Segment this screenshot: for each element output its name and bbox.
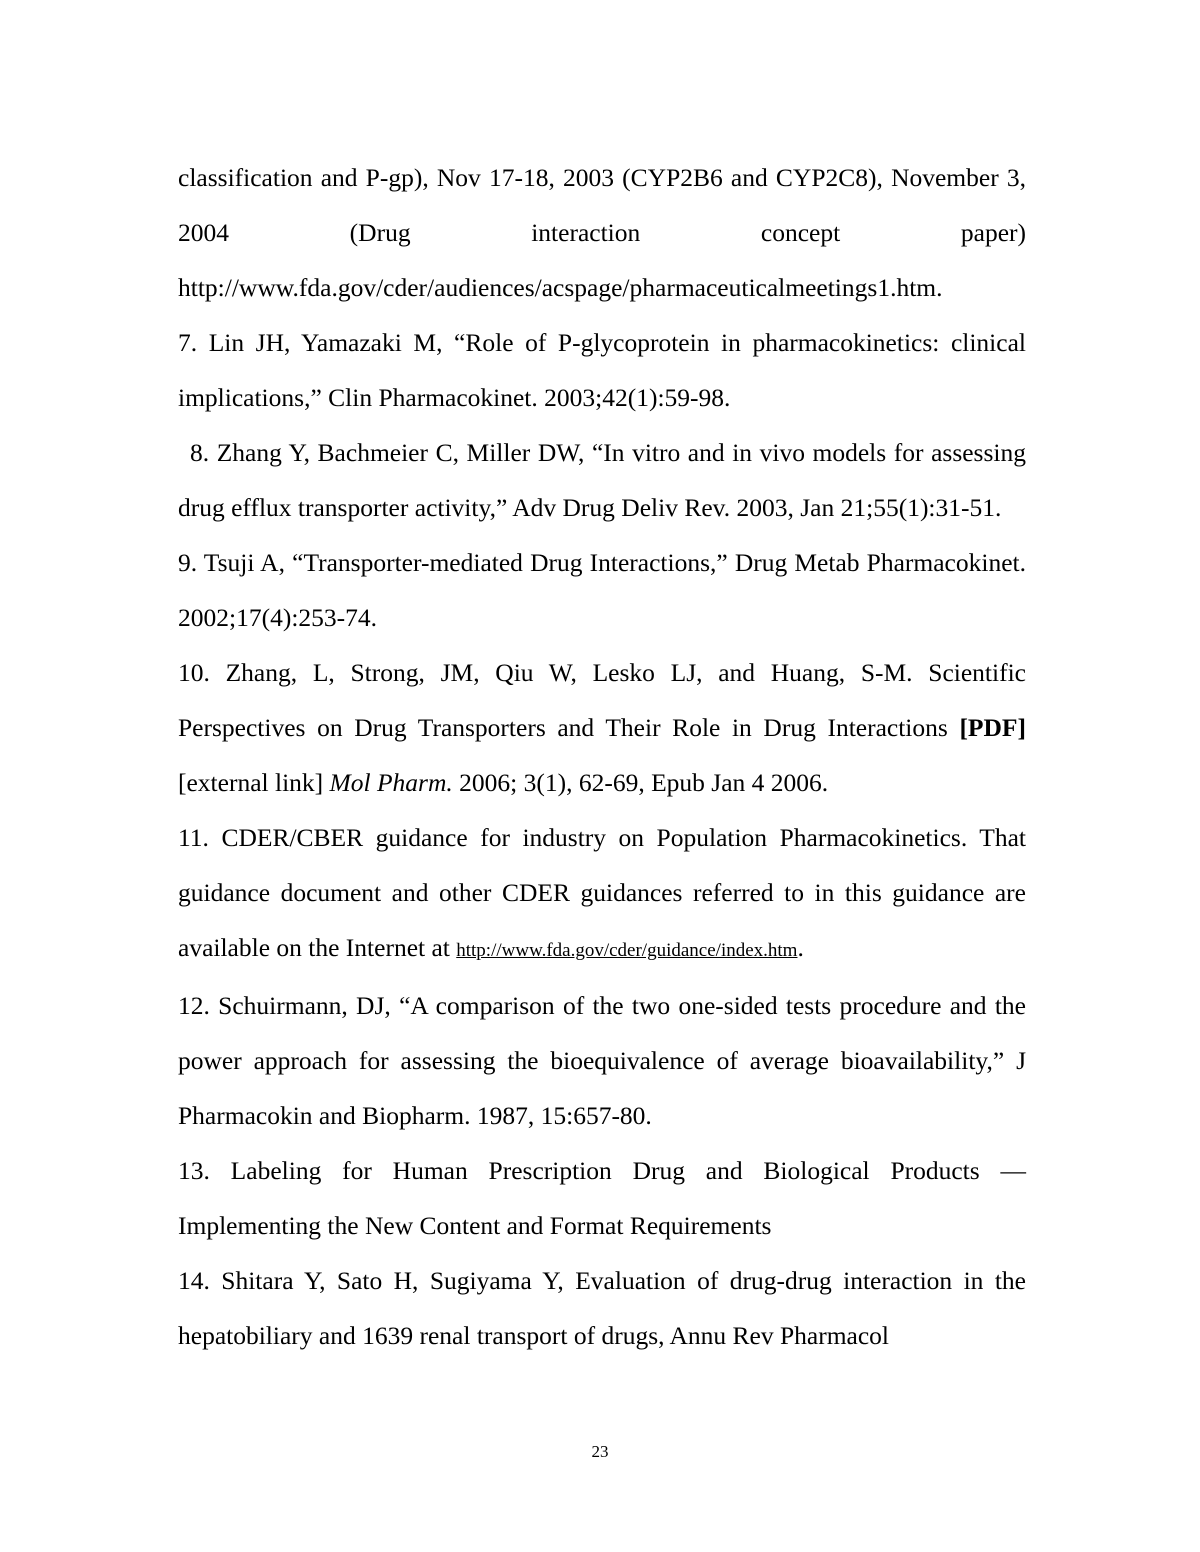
page-number: 23 [591, 1442, 609, 1461]
reference-12: 12. Schuirmann, DJ, “A comparison of the two one-sided tests procedure and the power approach for assessing the bioequivalence of average bioavailability,” J Pharmacokin and Biopharm. 1987, 15:657-80. [178, 991, 1026, 1130]
reference-9: 9. Tsuji A, “Transporter-mediated Drug Interactions,” Drug Metab Pharmacokinet. 2002;17(4):253-74. [178, 548, 1026, 632]
reference-10-citation: 2006; 3(1), 62-69, Epub Jan 4 2006. [452, 768, 829, 797]
reference-13: 13. Labeling for Human Prescription Drug and Biological Products — Implementing the New Content and Format Requirements [178, 1156, 1026, 1240]
guidance-url-link[interactable]: http://www.fda.gov/cder/guidance/index.htm [456, 940, 798, 961]
reference-7: 7. Lin JH, Yamazaki M, “Role of P-glycoprotein in pharmacokinetics: clinical implications,” Clin Pharmacokinet. 2003;42(1):59-98. [178, 328, 1026, 412]
reference-11-end: . [797, 933, 804, 962]
reference-11 [178, 810, 1026, 978]
reference-6-line-2: November 3, 2004 (Drug interaction concept paper) [178, 163, 1026, 247]
external-link-label[interactable]: [external link] [178, 768, 330, 797]
reference-10 [178, 645, 1026, 810]
pdf-link[interactable]: [PDF] [959, 713, 1026, 742]
reference-8: 8. Zhang Y, Bachmeier C, Miller DW, “In vitro and in vivo models for assessing drug efflux transporter activity,” Adv Drug Deliv Rev. 2003, Jan 21;55(1):31-51. [178, 438, 1026, 522]
journal-name: Mol Pharm. [329, 768, 453, 797]
reference-6-line-1: classification and P-gp), Nov 17-18, 2003 (CYP2B6 and CYP2C8), [178, 163, 883, 192]
reference-11-text: 11. CDER/CBER guidance for industry on Population Pharmacokinetics. That guidance document and other CDER guidances referred to in this guidance are available on the Internet at [178, 823, 1026, 962]
reference-6-url[interactable]: http://www.fda.gov/cder/audiences/acspage/pharmaceuticalmeetings1.htm. [178, 273, 943, 302]
reference-list [178, 150, 1026, 1363]
reference-6-continued [178, 150, 1026, 315]
reference-14: 14. Shitara Y, Sato H, Sugiyama Y, Evaluation of drug-drug interaction in the hepatobiliary and 1639 renal transport of drugs, Annu Rev Pharmacol [178, 1266, 1026, 1350]
reference-10-text: 10. Zhang, L, Strong, JM, Qiu W, Lesko LJ, and Huang, S-M. Scientific Perspectives on Drug Transporters and Their Role in Drug Interactions [178, 658, 1026, 742]
